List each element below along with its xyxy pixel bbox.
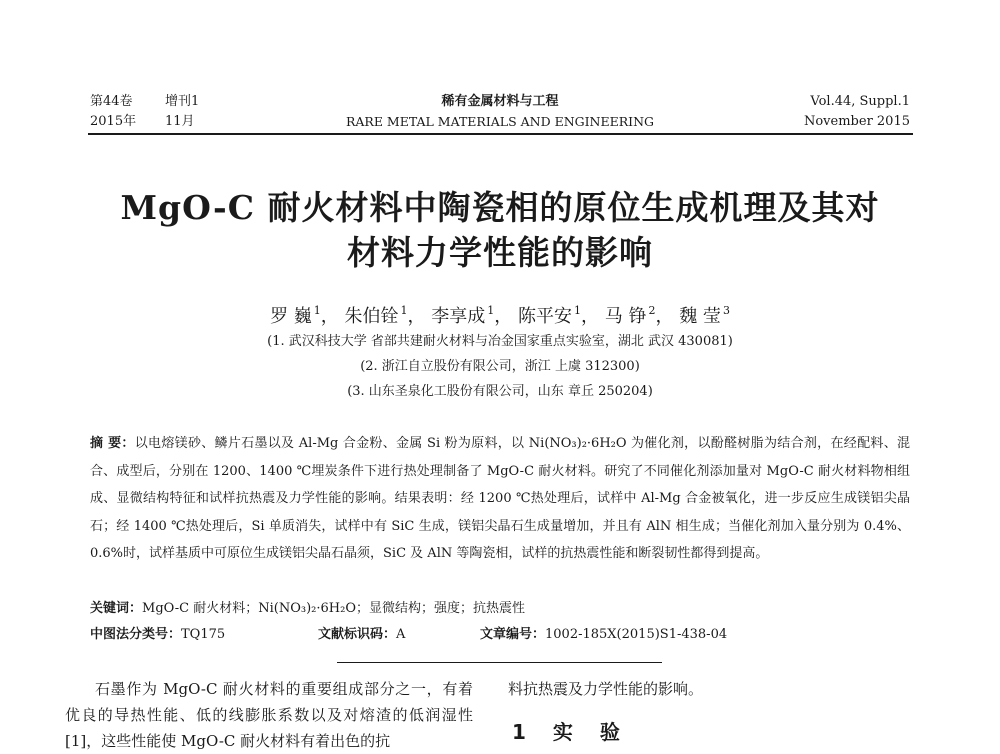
doc-code-value: A <box>396 627 406 642</box>
keywords-label: 关键词： <box>90 601 143 616</box>
affiliation-3: (3. 山东圣泉化工股份有限公司，山东 章丘 250204) <box>347 384 653 399</box>
keywords-text: MgO-C 耐火材料；Ni(NO₃)₂·6H₂O；显微结构；强度；抗热震性 <box>142 601 525 616</box>
author-name: 罗 巍 <box>270 306 312 327</box>
affiliation-1: (1. 武汉科技大学 省部共建耐火材料与冶金国家重点实验室，湖北 武汉 430081) <box>267 334 733 349</box>
journal-title-en: RARE METAL MATERIALS AND ENGINEERING <box>345 114 655 129</box>
classification-line <box>90 625 225 645</box>
clc-value: TQ175 <box>181 627 226 642</box>
author-affiliation-mark: 1 <box>487 304 495 317</box>
author-list: 罗 巍 $^1$， 朱伯铨 $^1$， 李享成 $^1$， 陈平安 $^1$， 马 铮 $^2$， 魏 莹 $^3$ <box>270 304 730 327</box>
doc-code <box>318 625 405 645</box>
author-name: 朱伯铨 <box>344 306 399 327</box>
author-affiliation-mark: 1 <box>313 304 321 317</box>
header-volume: 第44卷 <box>90 94 133 109</box>
article-number-label: 文章编号： <box>480 627 546 642</box>
body-left-column: 石墨作为 MgO-C 耐火材料的重要组成部分之一，有着优良的导热性能、低的线膨胀系数以及对熔渣的低润湿性[1]，这些性能使 MgO-C 耐火材料有着出色的抗 <box>65 680 473 750</box>
article-number-value: 1002-185X(2015)S1-438-04 <box>545 627 728 642</box>
author-affiliation-mark: 1 <box>574 304 581 317</box>
author-affiliation-mark: 2 <box>648 304 656 317</box>
abstract <box>90 430 910 568</box>
author-affiliation-mark: 1 <box>400 304 408 317</box>
header-rule <box>88 133 913 135</box>
abstract-text: 以电熔镁砂、鳞片石墨以及 Al-Mg 合金粉、金属 Si 粉为原料，以 Ni(NO₃)₂·6H₂O 为催化剂，以酚醛树脂为结合剂，在经配料、混合、成型后，分别在 1200、1400 ℃埋炭条件下进行热处理制备了 MgO-C 耐火材料。研究了不同催化剂添加量对 MgO-C 耐火材料物相组成、显微结构特征和试样抗热震及力学性能的影响。结果表明：经 1200 ℃热处理后，试样中 Al-Mg 合金被氧化，进一步反应生成镁铝尖晶石；经 1400 ℃热处理后，Si 单质消失，试样中有 SiC 生成，镁铝尖晶石生成量增加，并且有 AlN 相生成；当催化剂加入量分别为 0.4%、0.6%时，试样基质中可原位生成镁铝尖晶石晶须，SiC 及 AlN 等陶瓷相，试样的抗热震性能和断裂韧性都得到提高。 <box>90 436 910 562</box>
author-name: 李享成 <box>431 306 486 327</box>
header-year: 2015年 <box>90 114 137 129</box>
header-vol-en: Vol.44, Suppl.1 <box>810 94 910 109</box>
journal-title-cn: 稀有金属材料与工程 <box>441 94 559 109</box>
header-date-en: November 2015 <box>803 114 910 129</box>
keywords <box>90 599 525 619</box>
section-heading: 1 实 验 <box>512 720 630 744</box>
abstract-label: 摘 要： <box>90 436 135 451</box>
author-name: 马 铮 <box>604 306 647 327</box>
header-month: 11月 <box>165 114 195 129</box>
header-issue: 增刊1 <box>165 94 200 109</box>
author-name: 魏 莹 <box>679 306 721 327</box>
author-name: 陈平安 <box>518 306 572 327</box>
doc-code-label: 文献标识码： <box>318 627 397 642</box>
body-right-column: 料抗热震及力学性能的影响。 <box>508 680 704 698</box>
author-affiliation-mark: 3 <box>722 304 730 317</box>
paper-title-line1: MgO-C 耐火材料中陶瓷相的原位生成机理及其对 <box>120 188 880 227</box>
section-divider <box>337 662 662 663</box>
affiliation-2: (2. 浙江自立股份有限公司，浙江 上虞 312300) <box>360 359 640 374</box>
article-number <box>480 625 727 645</box>
paper-title-line2: 材料力学性能的影响 <box>347 233 653 272</box>
clc-label: 中图法分类号： <box>90 627 182 642</box>
